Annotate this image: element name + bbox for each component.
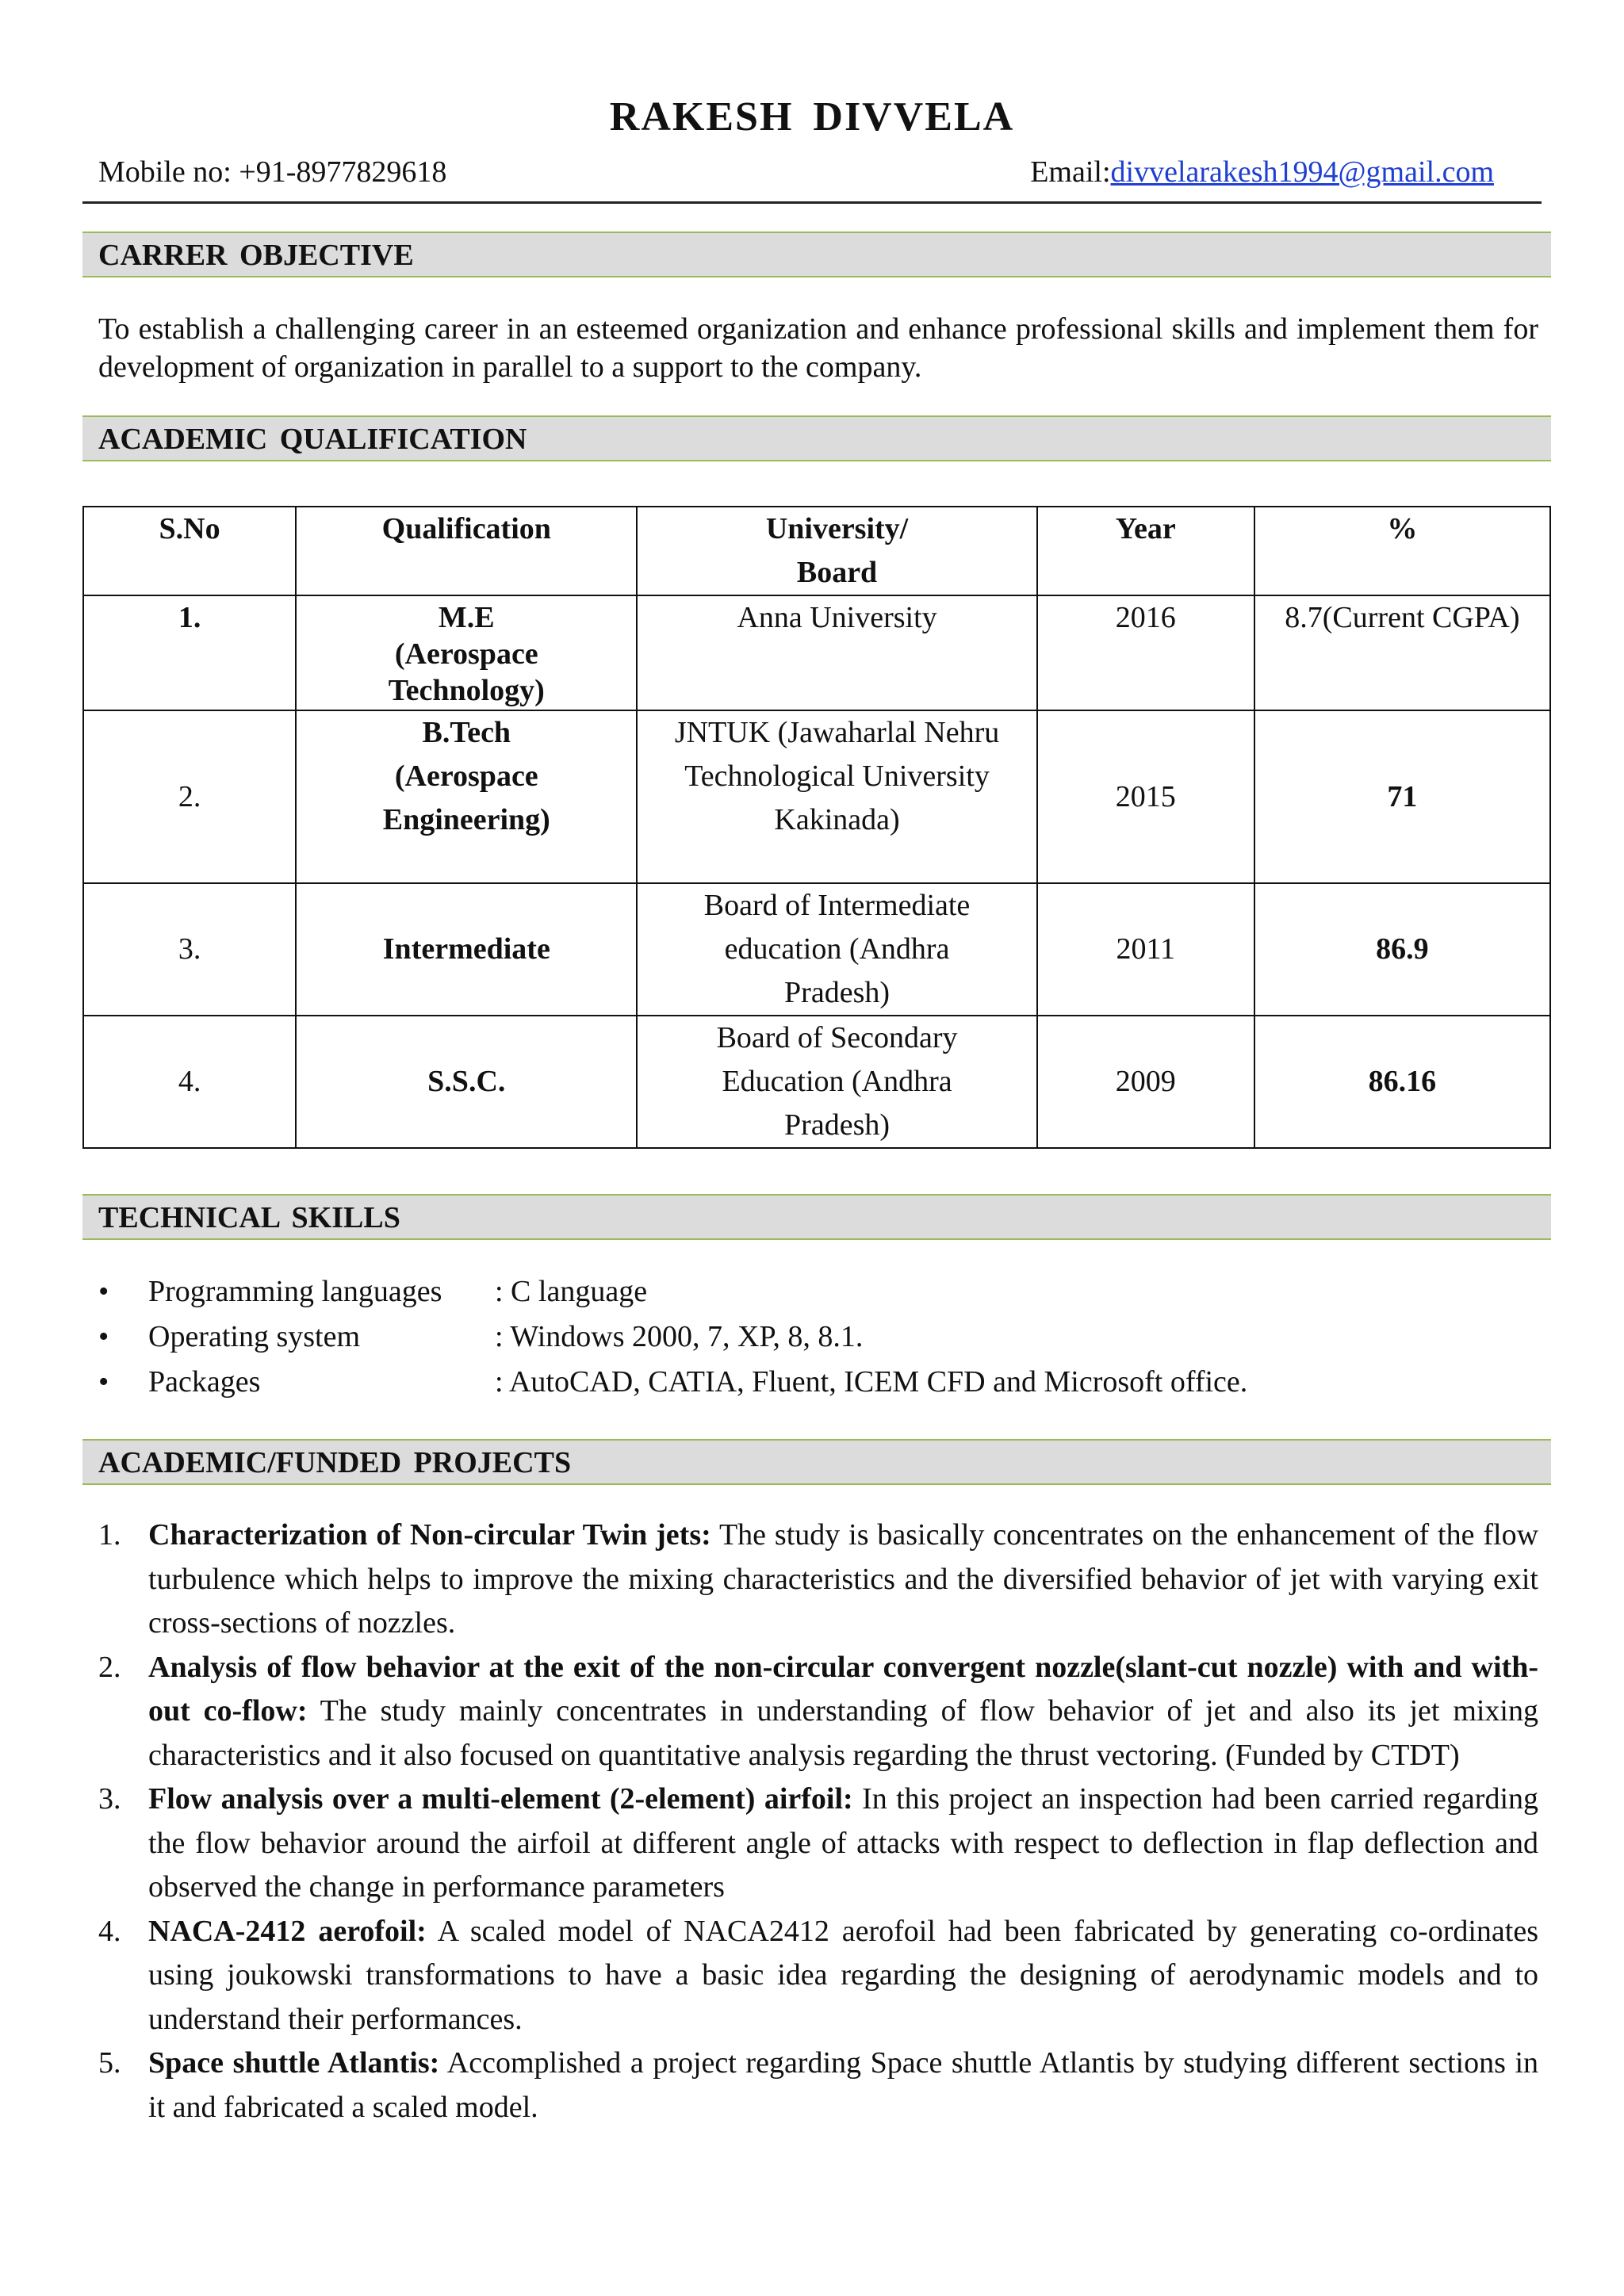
cell-sno: 4. — [83, 1016, 296, 1148]
list-item — [98, 1777, 1538, 1910]
cell-year: 2011 — [1037, 883, 1254, 1016]
skill-name: Programming languages — [148, 1275, 442, 1308]
candidate-name: RAKESH DIVVELA — [609, 94, 1015, 140]
list-item — [98, 2042, 1538, 2130]
project-description: The study is basically concentrates on the enhancement of the flow turbulence which helps to improve the mixing characteristics and the diversified behavior of jet with varying exit cross-sections of nozzles. — [148, 1518, 1539, 1640]
cell-year: 2009 — [1037, 1016, 1254, 1148]
project-description: Accomplished a project regarding Space shuttle Atlantis by studying different sections in it and fabricated a scaled model. — [148, 2046, 1539, 2124]
list-item — [98, 1513, 1538, 1646]
projects-list — [98, 1513, 1538, 2130]
project-description: The study mainly concentrates in understanding of flow behavior of jet and also its jet mixing characteristics and it also focused on quantitative analysis regarding the thrust vectoring. (Funded by CTDT) — [148, 1694, 1538, 1772]
skill-name: Operating system — [148, 1320, 361, 1353]
cell-qualification — [296, 595, 637, 710]
email-block — [1030, 155, 1494, 189]
cell-university-text: Board of Secondary Education (Andhra Pradesh) — [716, 1021, 958, 1142]
col-header-qualification: Qualification — [296, 507, 637, 595]
section-header-academic — [82, 415, 1551, 461]
skill-value: : AutoCAD, CATIA, Fluent, ICEM CFD and Microsoft office. — [495, 1365, 1248, 1399]
list-item — [98, 1646, 1538, 1778]
cell-sno: 3. — [83, 883, 296, 1016]
skills-list — [98, 1274, 1526, 1410]
cell-percent: 86.16 — [1254, 1016, 1550, 1148]
cell-university-text: JNTUK (Jawaharlal Nehru Technological University Kakinada) — [674, 716, 1000, 836]
section-title: ACADEMIC/FUNDED PROJECTS — [98, 1446, 572, 1479]
bullet-icon: • — [98, 1365, 109, 1399]
email-label: Email: — [1030, 155, 1111, 189]
col-header-percent: % — [1254, 507, 1550, 595]
project-title: Flow analysis over a multi-element (2-element) airfoil: — [148, 1782, 853, 1816]
skill-value: : C language — [495, 1275, 648, 1308]
table-row — [83, 1016, 1550, 1148]
section-header-projects — [82, 1439, 1551, 1485]
contact-line — [98, 155, 1494, 189]
list-item — [98, 1319, 1526, 1364]
cell-qualification: S.S.C. — [296, 1016, 637, 1148]
project-title: Space shuttle Atlantis: — [148, 2046, 440, 2080]
table-row — [83, 595, 1550, 710]
list-item — [98, 1274, 1526, 1319]
cell-sno: 2. — [83, 710, 296, 883]
cell-year: 2015 — [1037, 710, 1254, 883]
section-title: TECHNICAL SKILLS — [98, 1201, 400, 1234]
table-row — [83, 710, 1550, 883]
project-number: 3. — [98, 1782, 121, 1816]
list-item — [98, 1910, 1538, 2042]
project-description: A scaled model of NACA2412 aerofoil had been fabricated by generating co-ordinates using joukowski transformations to have a basic idea regarding the designing of aerodynamic models and to understand their performances. — [148, 1914, 1538, 2036]
cell-university-text: Board of Intermediate education (Andhra Pradesh) — [703, 889, 971, 1009]
project-title: Analysis of flow behavior at the exit of the non-circular convergent nozzle(slant-cut nozzle) with and with-out co-flow: — [148, 1650, 1538, 1728]
cell-percent: 71 — [1254, 710, 1550, 883]
bullet-icon: • — [98, 1275, 109, 1308]
objective-text: To establish a challenging career in an esteemed organization and enhance professional skills and implement them for development of organization in parallel to a support to the company. — [98, 312, 1538, 384]
project-number: 5. — [98, 2046, 121, 2080]
cell-qualification — [296, 710, 637, 883]
project-title: NACA-2412 aerofoil: — [148, 1914, 427, 1948]
cell-percent: 8.7(Current CGPA) — [1254, 595, 1550, 710]
project-number: 2. — [98, 1650, 121, 1684]
col-header-university — [637, 507, 1036, 595]
section-title: ACADEMIC QUALIFICATION — [98, 423, 527, 456]
mobile-number: Mobile no: +91-8977829618 — [98, 155, 447, 189]
skill-name: Packages — [148, 1365, 261, 1399]
cell-percent: 86.9 — [1254, 883, 1550, 1016]
cell-university — [637, 883, 1036, 1016]
qualification-line: B.Tech — [422, 716, 511, 749]
cell-sno: 1. — [83, 595, 296, 710]
cell-university — [637, 710, 1036, 883]
email-link[interactable]: divvelarakesh1994@gmail.com — [1110, 155, 1494, 189]
col-header-university-text: University/ Board — [765, 512, 909, 589]
cell-qualification-text: M.E (Aerospace Technology) — [388, 601, 545, 707]
section-title: CARRER OBJECTIVE — [98, 239, 414, 272]
table-row — [83, 883, 1550, 1016]
section-header-objective — [82, 232, 1551, 277]
header-divider — [82, 201, 1542, 204]
col-header-sno: S.No — [83, 507, 296, 595]
cell-year: 2016 — [1037, 595, 1254, 710]
cell-qualification: Intermediate — [296, 883, 637, 1016]
project-number: 1. — [98, 1518, 121, 1552]
cell-university — [637, 1016, 1036, 1148]
qualification-detail: (Aerospace Engineering) — [382, 760, 550, 836]
skill-value: : Windows 2000, 7, XP, 8, 8.1. — [495, 1320, 864, 1353]
cell-university: Anna University — [637, 595, 1036, 710]
list-item — [98, 1364, 1526, 1410]
col-header-year: Year — [1037, 507, 1254, 595]
project-description: In this project an inspection had been carried regarding the flow behavior around the airfoil at different angle of attacks with respect to deflection in flap deflection and observed the change in performance parameters — [148, 1782, 1538, 1904]
section-header-skills — [82, 1194, 1551, 1240]
project-number: 4. — [98, 1914, 121, 1948]
project-title: Characterization of Non-circular Twin jets: — [148, 1518, 711, 1552]
qualification-table — [82, 506, 1551, 1149]
table-header-row — [83, 507, 1550, 595]
bullet-icon: • — [98, 1320, 109, 1353]
